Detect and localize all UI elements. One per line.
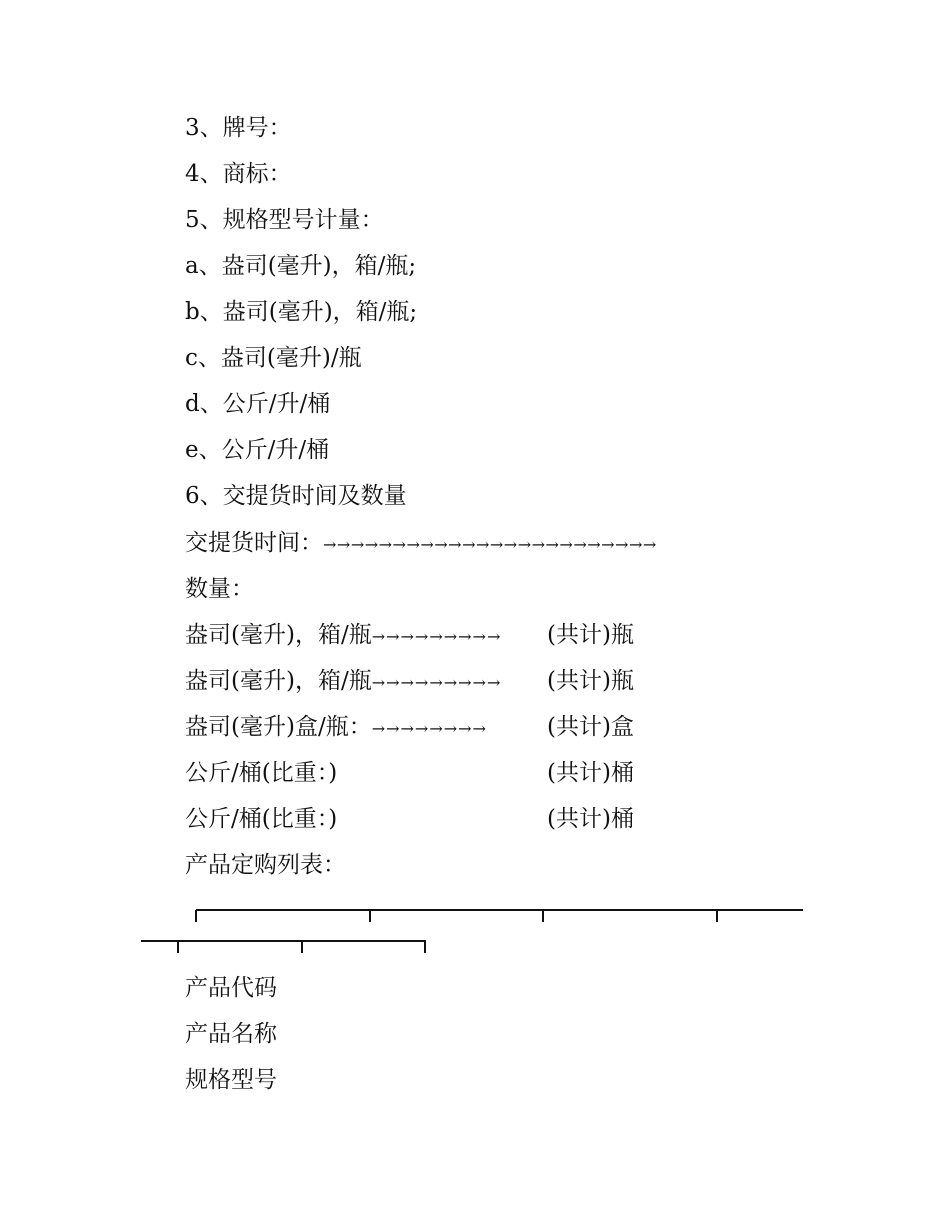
quantity-row-label: 公斤/桶(比重：) <box>185 760 338 786</box>
quantity-row-label: 盎司(毫升)盒/瓶： <box>185 714 372 740</box>
table-header-spec-model: 规格型号 <box>185 1067 277 1093</box>
item-spec-e: e、公斤/升/桶 <box>185 437 330 463</box>
item-spec-d: d、公斤/升/桶 <box>185 391 331 417</box>
item-brand-number: 3、牌号： <box>185 115 292 141</box>
quantity-row-total: (共计)桶 <box>547 760 634 786</box>
quantity-row-label: 盎司(毫升)，箱/瓶 <box>185 668 372 694</box>
delivery-time-fill: →→→→→→→→→→→→→→→→→→→→→→→→ <box>323 535 657 554</box>
item-spec-b: b、盎司(毫升)，箱/瓶; <box>185 299 418 325</box>
quantity-label: 数量： <box>185 576 254 602</box>
quantity-row-total: (共计)瓶 <box>547 622 634 648</box>
item-spec-measure: 5、规格型号计量： <box>185 207 384 233</box>
item-spec-a: a、盎司(毫升)，箱/瓶; <box>185 253 417 279</box>
quantity-row-fill: →→→→→→→→ <box>371 719 487 738</box>
quantity-row-fill: →→→→→→→→→ <box>371 673 502 692</box>
table-header-product-name: 产品名称 <box>185 1021 277 1047</box>
item-trademark: 4、商标： <box>185 161 292 187</box>
quantity-row-label: 盎司(毫升)，箱/瓶 <box>185 622 372 648</box>
quantity-row-total: (共计)盒 <box>547 714 634 740</box>
delivery-time-label: 交提货时间： <box>185 530 323 556</box>
quantity-row-label: 公斤/桶(比重：) <box>185 806 338 832</box>
quantity-row-total: (共计)桶 <box>547 806 634 832</box>
table-header-product-code: 产品代码 <box>185 975 277 1001</box>
item-spec-c: c、盎司(毫升)/瓶 <box>185 345 362 371</box>
quantity-row-total: (共计)瓶 <box>547 668 634 694</box>
order-list-title: 产品定购列表： <box>185 852 346 878</box>
item-delivery-heading: 6、交提货时间及数量 <box>185 483 407 509</box>
quantity-row-fill: →→→→→→→→→ <box>371 627 502 646</box>
